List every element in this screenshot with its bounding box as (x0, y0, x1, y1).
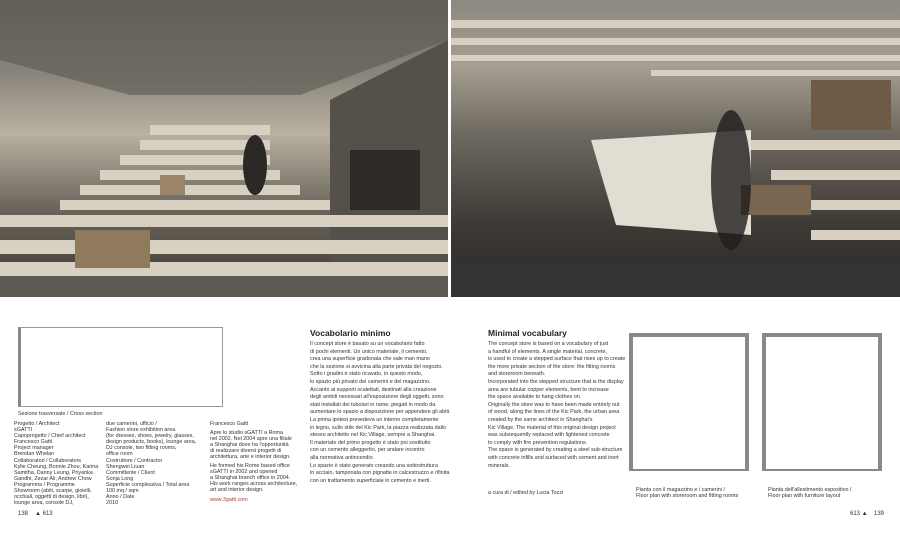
text-line: Francesco Gatti (14, 439, 53, 446)
text-line: Samitha, Danny Leung, Priyanka (14, 469, 93, 476)
stepped-interior-illustration (451, 0, 900, 297)
text-line: created by the same architect in Shanghai's (488, 416, 593, 423)
text-line: of wood, along the lines of the Kic Park, the urban area (488, 409, 620, 416)
text-line: di realizzare diversi progetti di (210, 448, 282, 455)
text-line: a Shanghai dove ha l'opportunità (210, 442, 289, 449)
text-line: aumentare lo spazio a disposizione per appendere gli abiti. (310, 409, 451, 416)
text-line: minerals. (488, 462, 510, 469)
article-body-it (310, 341, 451, 485)
text-line: Floor plan with storeroom and fitting rooms (636, 493, 739, 500)
floor-plan-storeroom (629, 333, 749, 471)
text-line: in acciaio, tamponata con pignatte in calcestruzzo e rifinita (310, 470, 450, 477)
floor-plan-furniture (762, 333, 882, 471)
store-photo-left (0, 0, 448, 297)
text-line: con un cemento alleggerito, per andare incontro (310, 447, 425, 454)
website-link[interactable]: www.3gatti.com (210, 497, 248, 503)
text-line: Pianta con il magazzino e i camerini / (636, 487, 725, 493)
article-title-it: Vocabolario minimo (310, 328, 391, 338)
text-line: Gandhi, Zezar Ali, Andrew Chow (14, 475, 92, 482)
text-line: in legno, sullo stile del Kic Park, la piazza realizzata dallo (310, 424, 447, 431)
text-line: The space is generated by creating a steel sub-structure (488, 447, 623, 454)
credits-column-2 (106, 421, 196, 506)
text-line: stati installati dei tubolari in rame, piegati in modo da (310, 401, 436, 408)
floor-plan-2-caption (768, 487, 851, 500)
article-title-en: Minimal vocabulary (488, 328, 567, 338)
text-line: Programma / Programme (14, 481, 75, 488)
text-line: (for dresses, shoes, jewelry, glasses, (106, 433, 194, 440)
text-line: Project manager (14, 445, 54, 452)
text-line: Capoprogetto / Chief architect (14, 433, 86, 440)
text-line: Kic Village. The material of this original design project (488, 424, 616, 431)
text-line: Fashion store exhibition area (106, 427, 176, 434)
text-line: con un trattamento superficiale in cemento e inerti. (310, 477, 431, 484)
text-line: degli ambiti necessari all'esposizione degli oggetti, sono (310, 394, 444, 401)
store-photo-right (451, 0, 900, 297)
text-line: Pianta dell'allestimento espositivo / (768, 487, 852, 493)
page-number-left: 138 (18, 511, 29, 517)
bio-name: Francesco Gatti (210, 421, 249, 427)
floor-plan-1-caption (636, 487, 738, 500)
text-line: The concept store is based on a vocabulary of just (488, 341, 609, 347)
text-line: Progetto / Architect (14, 421, 60, 427)
text-line: a handful of elements. A single material, concrete, (488, 348, 607, 355)
magazine-mark-right: 613 ▲ (850, 511, 868, 517)
text-line: Anno / Date (106, 494, 135, 501)
text-line: office room (106, 451, 133, 458)
text-line: Originally the store was to have been made entirely out (488, 401, 620, 408)
text-line: Superficie complessiva / Total area (106, 481, 190, 488)
text-line: Il materiale del primo progetto è stato poi sostituito (310, 439, 431, 446)
stepped-interior-illustration (0, 0, 448, 297)
text-line: Sotto i gradini è stato ricavato, in questo modo, (310, 371, 423, 378)
text-line: di pochi elementi. Un unico materiale, il cemento, (310, 348, 428, 355)
cross-section-caption: Sezione trasversale / Cross section (18, 411, 103, 417)
text-line: Il concept store è basato su un vocabolario fatto (310, 341, 425, 347)
text-line: alla normativa antincendio. (310, 454, 375, 461)
text-line: the more private section of the store: the fitting rooms (488, 363, 616, 370)
text-line: and storeroom beneath. (488, 371, 546, 378)
text-line: che la sezione si avvicina alla parte privata del negozio. (310, 363, 443, 370)
text-line: due camerini, ufficio / (106, 421, 157, 427)
text-line: Collaboratori / Collaborators (14, 457, 82, 464)
text-line: His work ranges across architecture, (210, 481, 298, 488)
text-line: Accanto ai supporti scalettati, destinati alla creazione (310, 386, 437, 393)
text-line: 100 mq / sqm (106, 488, 139, 495)
text-line: Floor plan with furniture layout (768, 493, 841, 500)
text-line: Shengwei Liuan (106, 463, 145, 470)
bio-italian (210, 430, 292, 460)
text-line: Committente / Client (106, 469, 155, 476)
text-line: was subsequently replaced with lightened concrete (488, 432, 610, 439)
article-body-en (488, 341, 625, 470)
text-line: Apre lo studio sGATTI a Roma (210, 430, 283, 436)
text-line: lounge area, console DJ, (14, 500, 74, 507)
text-line: sGATTI (14, 427, 33, 434)
text-line: Brendan Whelan (14, 451, 55, 458)
text-line: sGATTI in 2002 and opened (210, 469, 278, 476)
text-line: area are tubular copper elements, bent to increase (488, 386, 609, 393)
bio-english (210, 463, 297, 493)
magazine-mark-left: ▲ 613 (35, 511, 53, 517)
page-number-right: 139 (874, 511, 885, 517)
text-line: Kylie Cheung, Bonnie Zhou, Karina (14, 463, 99, 470)
cross-section-drawing (18, 327, 223, 407)
text-line: a Shanghai branch office in 2004. (210, 475, 291, 482)
text-line: La prima ipotesi prevedeva un interno completamente (310, 416, 439, 423)
text-line: nel 2002. Nel 2004 apre una filiale (210, 436, 292, 443)
credits-column-1 (14, 421, 98, 506)
text-line: is used to create a stepped surface that rises up to create (488, 356, 626, 363)
text-line: the space available to hang clothes on. (488, 394, 582, 401)
text-line: stesso architetto nel Kic Village, sempre a Shanghai. (310, 432, 436, 439)
text-line: 2010 (106, 500, 118, 507)
editor-credit: a cura di / edited by Lucia Tozzi (488, 490, 564, 496)
text-line: lo spazio più privato dei camerini e del magazzino. (310, 378, 431, 385)
text-line: DJ console, two fitting rooms, (106, 445, 177, 452)
text-line: design products, books), lounge area, (106, 439, 197, 446)
text-line: Costruttore / Contractor (106, 457, 163, 464)
text-line: occhiali, oggetti di design, libri), (14, 494, 89, 501)
text-line: architettura, arte e interior design. (210, 454, 291, 461)
text-line: Incorporated into the stepped structure that is the display (488, 378, 624, 385)
text-line: to comply with fire prevention regulations. (488, 439, 588, 446)
text-line: He formed his Rome based office (210, 463, 290, 469)
text-line: with concrete infills and surfaced with cement and inert (488, 454, 619, 461)
text-line: Sonja Long (106, 475, 134, 482)
text-line: crea una superficie gradonata che sale man mano (310, 356, 430, 363)
text-line: art and interior design. (210, 487, 264, 494)
text-line: Lo spazio è stato generato creando una sottostruttura (310, 462, 438, 469)
text-line: Showroom (abiti, scarpe, gioielli, (14, 488, 92, 495)
